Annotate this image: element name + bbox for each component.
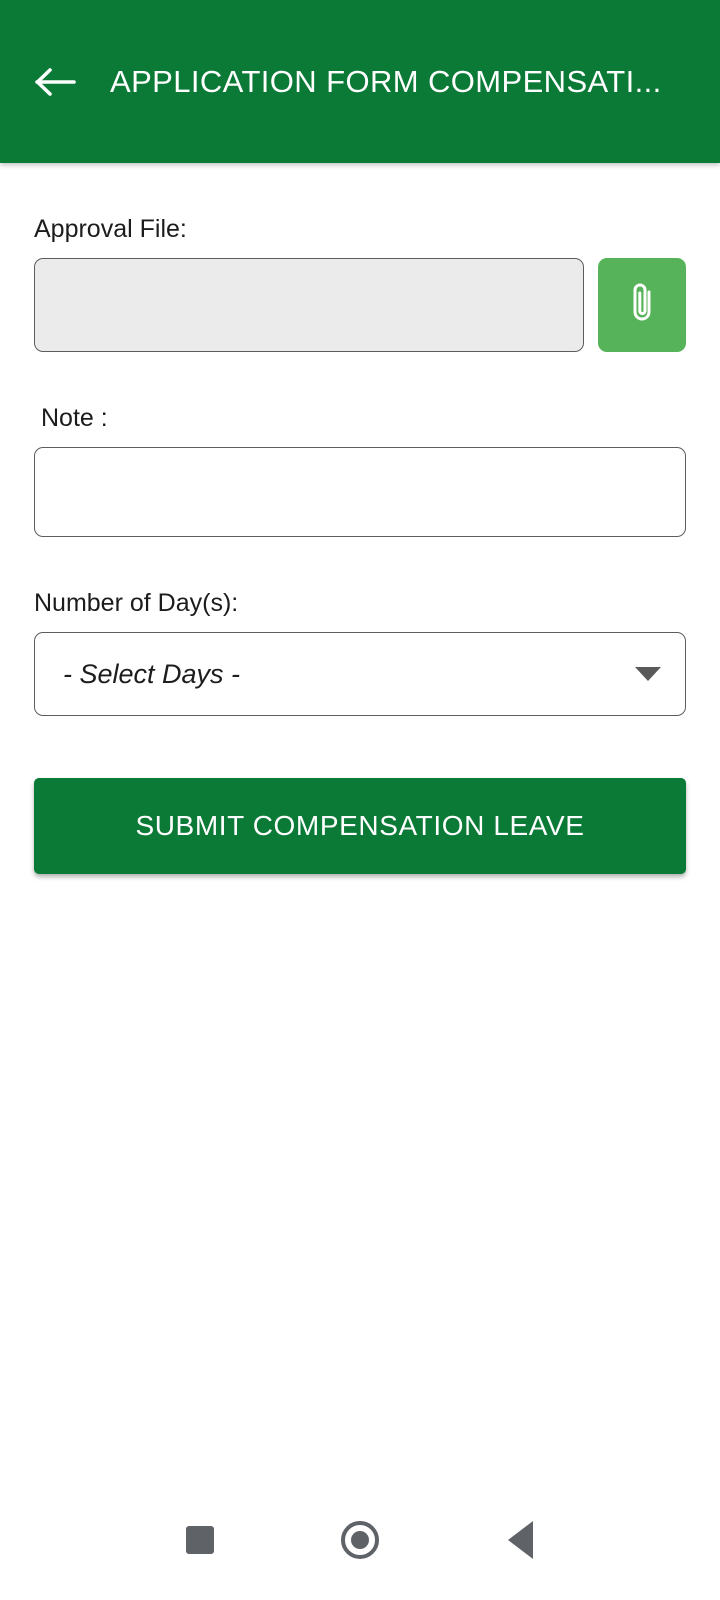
triangle-back-icon: [508, 1521, 533, 1559]
home-button[interactable]: [325, 1505, 395, 1575]
square-recents-icon: [186, 1526, 214, 1554]
number-of-days-select[interactable]: [34, 632, 686, 716]
app-bar: [0, 0, 720, 163]
note-input[interactable]: [34, 447, 686, 537]
paperclip-icon: [627, 278, 657, 333]
recents-button[interactable]: [165, 1505, 235, 1575]
system-navigation-bar: [0, 1480, 720, 1600]
form-content: [0, 163, 720, 1480]
attach-file-button[interactable]: [598, 258, 686, 352]
approval-file-label: Approval File:: [34, 215, 187, 243]
chevron-down-icon: [635, 667, 661, 681]
system-back-button[interactable]: [485, 1505, 555, 1575]
approval-file-row: [34, 258, 686, 352]
arrow-left-icon: [34, 65, 78, 99]
number-of-days-label: Number of Day(s):: [34, 589, 239, 617]
circle-home-icon: [341, 1521, 379, 1559]
submit-compensation-leave-button[interactable]: [34, 778, 686, 874]
number-of-days-value: - Select Days -: [63, 658, 241, 689]
note-label: Note :: [41, 404, 108, 432]
submit-button-label: SUBMIT COMPENSATION LEAVE: [135, 810, 585, 841]
page-title: APPLICATION FORM COMPENSATI...: [110, 63, 662, 99]
approval-file-input[interactable]: [34, 258, 584, 352]
back-button[interactable]: [30, 56, 82, 108]
